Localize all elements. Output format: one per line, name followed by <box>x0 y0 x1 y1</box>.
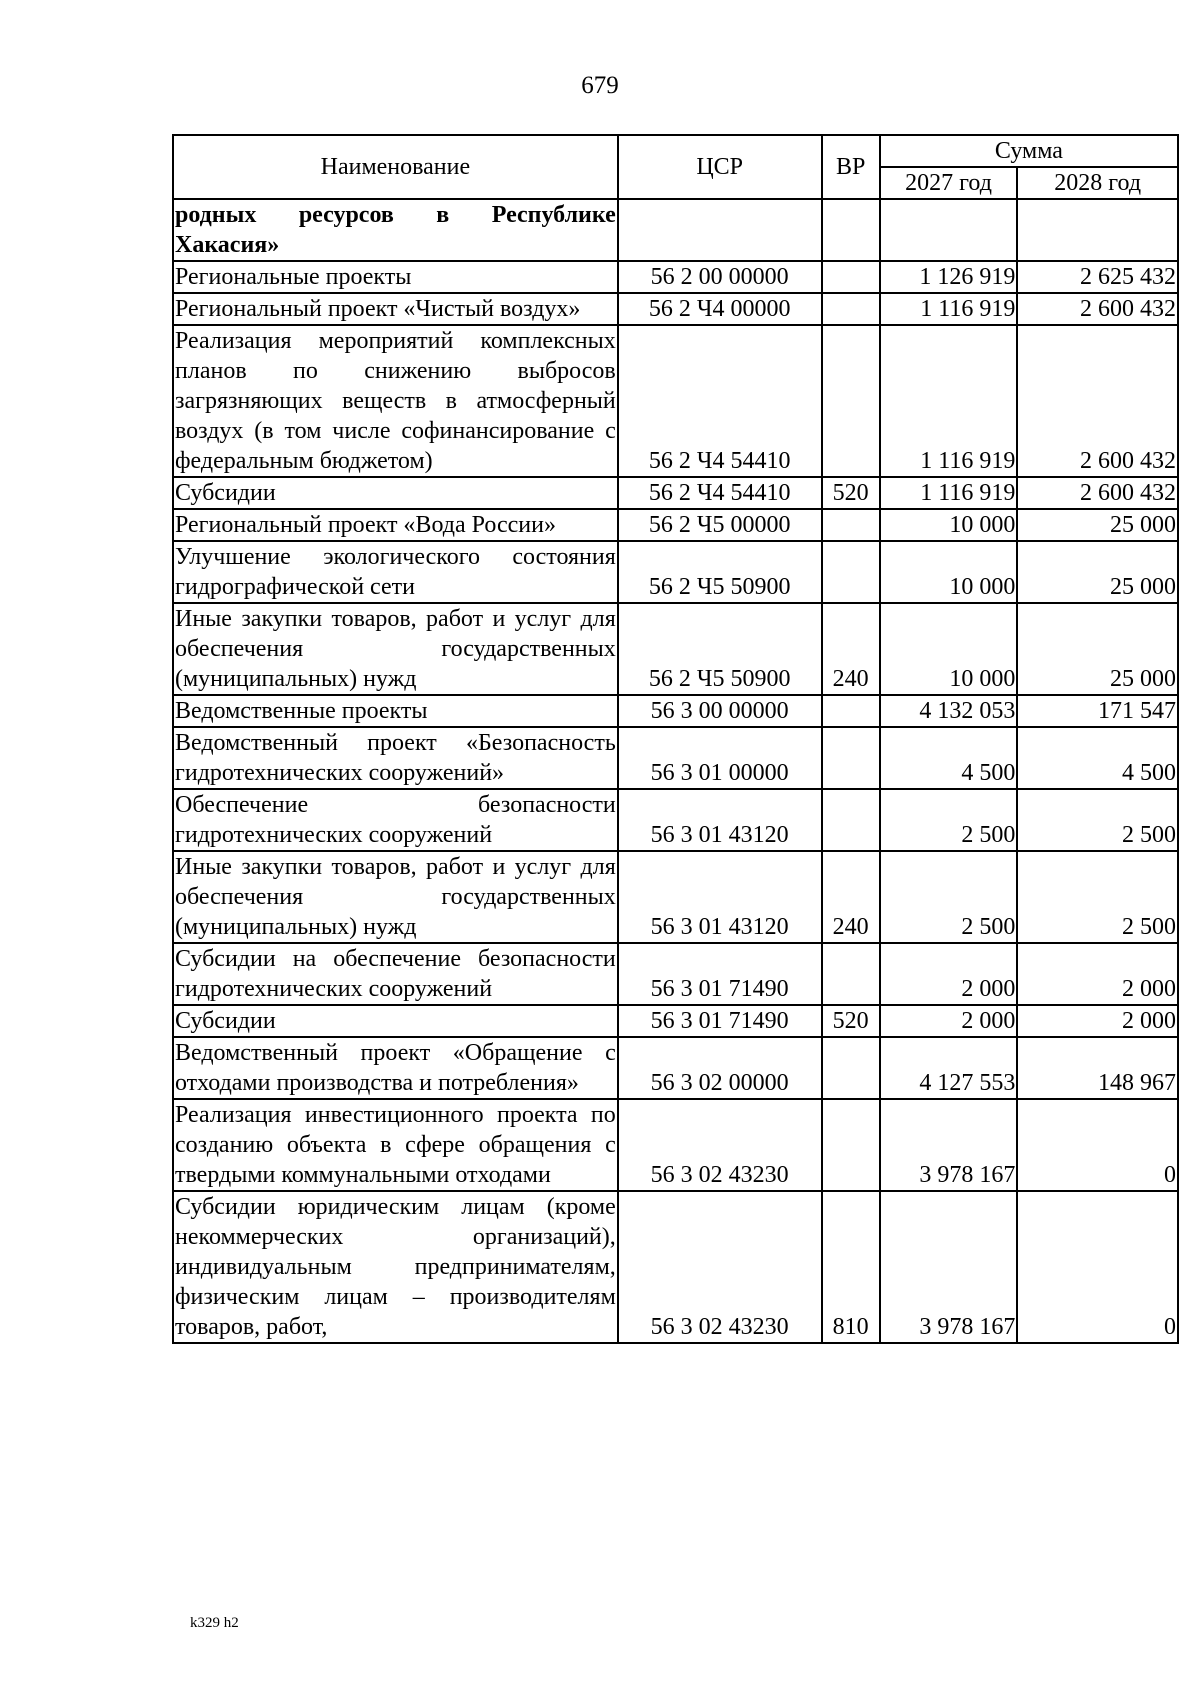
row-amount-2028: 0 <box>1017 1099 1178 1191</box>
row-csr: 56 2 Ч5 00000 <box>618 509 822 541</box>
row-vr: 240 <box>822 851 880 943</box>
header-2027: 2027 год <box>880 167 1018 199</box>
row-amount-2028: 2 625 432 <box>1017 261 1178 293</box>
table-row <box>173 1099 1178 1191</box>
row-amount-2028: 25 000 <box>1017 509 1178 541</box>
row-name: Субсидии <box>173 1005 618 1037</box>
row-vr: 520 <box>822 477 880 509</box>
row-name: Ведомственные проекты <box>173 695 618 727</box>
row-csr: 56 3 02 43230 <box>618 1099 822 1191</box>
row-vr <box>822 789 880 851</box>
row-amount-2028: 171 547 <box>1017 695 1178 727</box>
row-vr: 520 <box>822 1005 880 1037</box>
row-csr: 56 3 01 71490 <box>618 1005 822 1037</box>
row-amount-2027: 1 116 919 <box>880 293 1018 325</box>
table-row <box>173 603 1178 695</box>
row-amount-2027: 3 978 167 <box>880 1099 1018 1191</box>
row-amount-2028: 2 000 <box>1017 943 1178 1005</box>
row-amount-2027: 4 127 553 <box>880 1037 1018 1099</box>
footer-code: k329 h2 <box>190 1615 239 1631</box>
row-amount-2027: 10 000 <box>880 509 1018 541</box>
row-name: Иные закупки товаров, работ и услуг для обеспечения государственных (муниципальных) нужд <box>173 851 618 943</box>
table-row <box>173 293 1178 325</box>
row-csr: 56 2 Ч5 50900 <box>618 541 822 603</box>
table-row <box>173 541 1178 603</box>
row-amount-2027: 1 126 919 <box>880 261 1018 293</box>
row-csr: 56 2 Ч5 50900 <box>618 603 822 695</box>
row-vr <box>822 695 880 727</box>
row-amount-2028: 25 000 <box>1017 541 1178 603</box>
row-csr: 56 3 01 00000 <box>618 727 822 789</box>
row-vr: 810 <box>822 1191 880 1343</box>
row-vr <box>822 1037 880 1099</box>
row-csr: 56 3 01 43120 <box>618 851 822 943</box>
row-name: Улучшение экологического состояния гидрографической сети <box>173 541 618 603</box>
row-amount-2028: 2 600 432 <box>1017 293 1178 325</box>
row-name: Региональный проект «Вода России» <box>173 509 618 541</box>
row-amount-2028: 148 967 <box>1017 1037 1178 1099</box>
header-2028: 2028 год <box>1017 167 1178 199</box>
row-amount-2028: 2 600 432 <box>1017 325 1178 477</box>
row-vr <box>822 199 880 261</box>
row-name: Реализация инвестиционного проекта по созданию объекта в сфере обращения с твердыми коммунальными отходами <box>173 1099 618 1191</box>
row-csr: 56 3 01 71490 <box>618 943 822 1005</box>
row-amount-2027: 1 116 919 <box>880 325 1018 477</box>
table-header <box>173 135 1178 199</box>
row-amount-2027 <box>880 199 1018 261</box>
row-amount-2028: 2 600 432 <box>1017 477 1178 509</box>
row-amount-2028 <box>1017 199 1178 261</box>
table-row <box>173 727 1178 789</box>
row-amount-2027: 10 000 <box>880 603 1018 695</box>
table-row <box>173 1037 1178 1099</box>
row-amount-2027: 2 000 <box>880 1005 1018 1037</box>
row-name: родных ресурсов в Республике Хакасия» <box>173 199 618 261</box>
row-vr <box>822 293 880 325</box>
row-amount-2027: 1 116 919 <box>880 477 1018 509</box>
row-amount-2027: 4 132 053 <box>880 695 1018 727</box>
page-number: 679 <box>581 72 619 99</box>
row-amount-2028: 2 000 <box>1017 1005 1178 1037</box>
row-vr <box>822 541 880 603</box>
budget-table <box>172 134 1179 1344</box>
row-csr: 56 2 Ч4 54410 <box>618 325 822 477</box>
row-csr: 56 2 Ч4 00000 <box>618 293 822 325</box>
row-csr: 56 3 00 00000 <box>618 695 822 727</box>
table-row <box>173 851 1178 943</box>
row-amount-2027: 3 978 167 <box>880 1191 1018 1343</box>
row-amount-2027: 2 500 <box>880 789 1018 851</box>
table-row <box>173 261 1178 293</box>
header-vr: ВР <box>822 135 880 199</box>
row-vr <box>822 1099 880 1191</box>
row-amount-2027: 2 000 <box>880 943 1018 1005</box>
row-vr <box>822 509 880 541</box>
row-name: Реализация мероприятий комплексных планов по снижению выбросов загрязняющих веществ в атмосферный воздух (в том числе софинансирование с федеральным бюджетом) <box>173 325 618 477</box>
row-amount-2027: 4 500 <box>880 727 1018 789</box>
table-row <box>173 477 1178 509</box>
row-vr <box>822 261 880 293</box>
row-amount-2028: 4 500 <box>1017 727 1178 789</box>
row-amount-2028: 25 000 <box>1017 603 1178 695</box>
row-csr: 56 3 01 43120 <box>618 789 822 851</box>
row-vr <box>822 727 880 789</box>
row-name: Ведомственный проект «Безопасность гидротехнических сооружений» <box>173 727 618 789</box>
row-name: Региональные проекты <box>173 261 618 293</box>
table-row <box>173 695 1178 727</box>
row-vr: 240 <box>822 603 880 695</box>
header-csr: ЦСР <box>618 135 822 199</box>
table-row <box>173 325 1178 477</box>
table-row <box>173 1005 1178 1037</box>
row-name: Субсидии <box>173 477 618 509</box>
row-csr <box>618 199 822 261</box>
row-amount-2027: 2 500 <box>880 851 1018 943</box>
table-row <box>173 199 1178 261</box>
row-csr: 56 2 Ч4 54410 <box>618 477 822 509</box>
row-name: Обеспечение безопасности гидротехнических сооружений <box>173 789 618 851</box>
row-csr: 56 3 02 00000 <box>618 1037 822 1099</box>
row-amount-2028: 2 500 <box>1017 851 1178 943</box>
table-row <box>173 509 1178 541</box>
table-row <box>173 1191 1178 1343</box>
row-amount-2028: 0 <box>1017 1191 1178 1343</box>
header-name: Наименование <box>173 135 618 199</box>
row-csr: 56 2 00 00000 <box>618 261 822 293</box>
table-row <box>173 943 1178 1005</box>
row-csr: 56 3 02 43230 <box>618 1191 822 1343</box>
row-amount-2028: 2 500 <box>1017 789 1178 851</box>
table-row <box>173 789 1178 851</box>
row-name: Региональный проект «Чистый воздух» <box>173 293 618 325</box>
row-name: Субсидии на обеспечение безопасности гидротехнических сооружений <box>173 943 618 1005</box>
row-name: Ведомственный проект «Обращение с отходами производства и потребления» <box>173 1037 618 1099</box>
table-body <box>173 199 1178 1343</box>
row-name: Субсидии юридическим лицам (кроме некоммерческих организаций), индивидуальным предпринимателям, физическим лицам – производителям товаров, работ, <box>173 1191 618 1343</box>
row-vr <box>822 325 880 477</box>
header-sum: Сумма <box>880 135 1178 167</box>
row-name: Иные закупки товаров, работ и услуг для обеспечения государственных (муниципальных) нужд <box>173 603 618 695</box>
row-vr <box>822 943 880 1005</box>
row-amount-2027: 10 000 <box>880 541 1018 603</box>
